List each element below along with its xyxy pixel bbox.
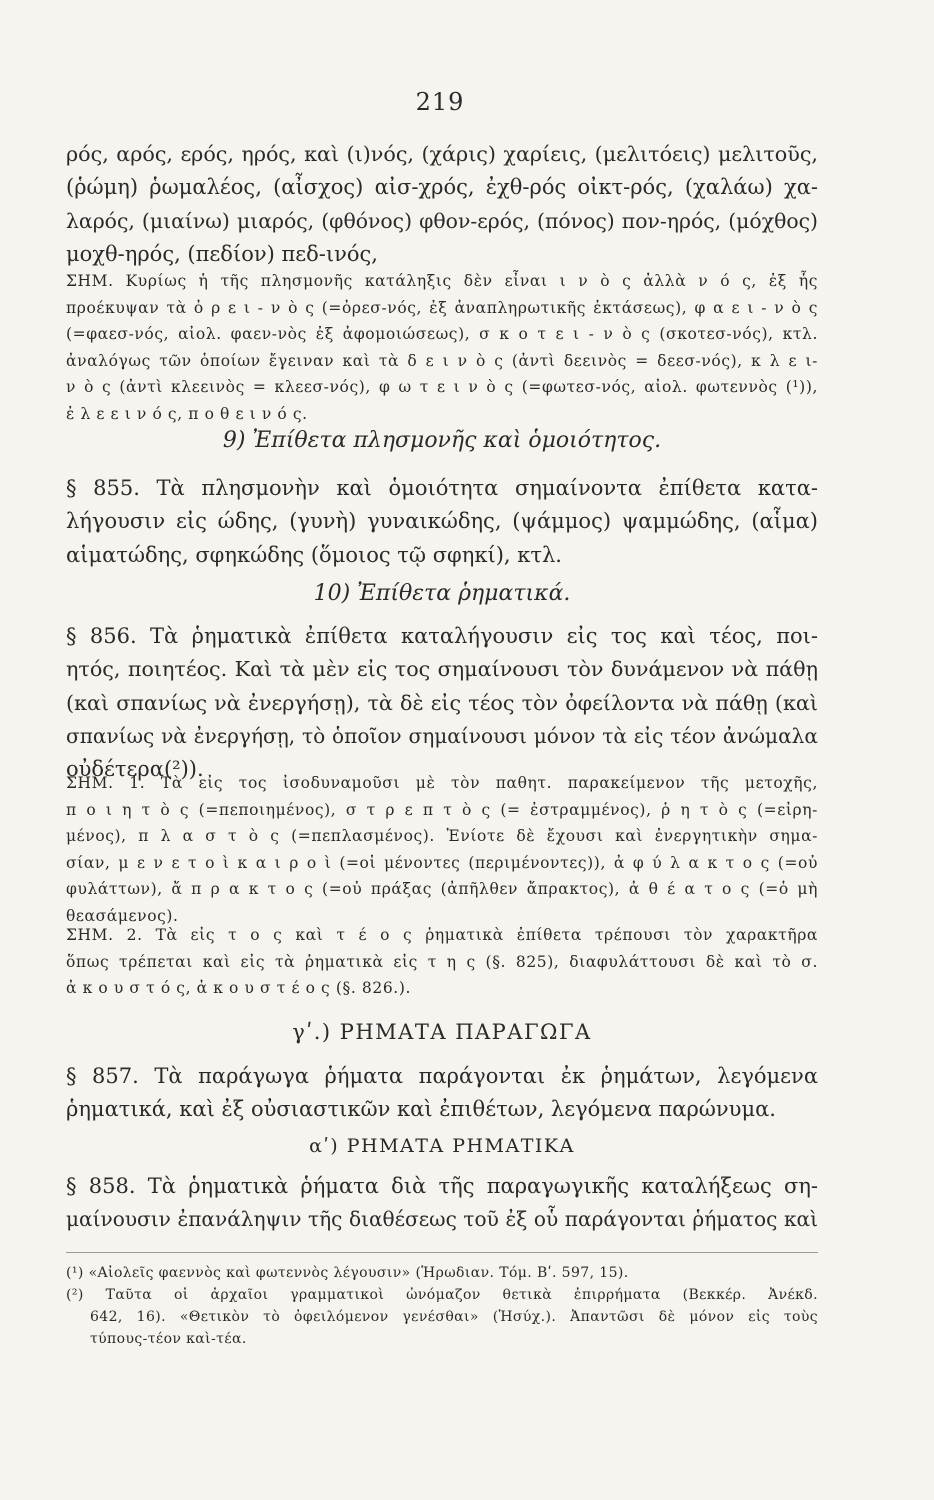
text-line: § 857. Τὰ παράγωγα ῥήματα παράγονται ἐκ ῥημάτων, λεγόμενα	[66, 1064, 818, 1088]
paragraph-856	[66, 620, 818, 786]
text-line: μοχθ-ηρός, (πεδίον) πεδ-ινός,	[66, 241, 378, 266]
footnote-1: (¹) «Αἰολεῖς φαεννὸς καὶ φωτεννὸς λέγουσιν» (Ἡρωδιαν. Τόμ. Βʹ. 597, 15).	[66, 1265, 629, 1281]
text-line: ητός, ποιητέος. Καὶ τὰ μὲν εἰς τος σημαίνουσι τὸν δυνάμενον νὰ πάθῃ	[66, 657, 818, 682]
note-shm-2	[66, 922, 818, 1002]
text-line: ν ὸ ς (ἀντὶ κλεεινὸς = κλεεσ-νός), φ ω τ ε ι ν ὸ ς (=φωτεσ-νός, αἰολ. φωτεννὸς (¹)),	[66, 378, 818, 396]
note-shm-1	[66, 770, 818, 929]
text-line: λήγουσιν εἰς ώδης, (γυνὴ) γυναικώδης, (ψάμμος) ψαμμώδης, (αἷμα)	[66, 509, 818, 534]
text-line: (=φαεσ-νός, αἰολ. φαεν-νὸς ἐξ ἀφομοιώσεως), σ κ ο τ ε ι - ν ὸ ς (σκοτεσ-νός), κτλ.	[66, 325, 818, 343]
note-shm-plesmone	[66, 268, 818, 427]
text-line: ἀ κ ο υ σ τ ό ς, ἀ κ ο υ σ τ έ ο ς (§. 826.).	[66, 979, 412, 997]
footnote-2-end: τύπους-τέον καὶ-τέα.	[90, 1331, 247, 1347]
section-heading-9: 9) Ἐπίθετα πλησμονῆς καὶ ὁμοιότητος.	[222, 428, 662, 453]
text-line: σπανίως νὰ ἐνεργήσῃ, τὸ ὁποῖον σημαίνουσι μόνον τὰ εἰς τέον ἀνώμαλα	[66, 723, 818, 748]
paragraph-suffix-examples	[66, 138, 818, 271]
text-line: ΣΗΜ. 1. Τὰ εἰς τος ἰσοδυναμοῦσι μὲ τὸν παθητ. παρακείμενον τῆς μετοχῆς,	[66, 774, 818, 792]
footnote-2: (²) Ταῦτα οἱ ἀρχαῖοι γραμματικοὶ ὠνόμαζον θετικὰ ἐπιρρήματα (Βεκκέρ. Ἀνέκδ.	[66, 1287, 818, 1303]
text-line: ἐ λ ε ε ι ν ό ς, π ο θ ε ι ν ό ς.	[66, 404, 308, 423]
section-heading-gamma: γʹ.) ΡΗΜΑΤΑ ΠΑΡΑΓΩΓΑ	[292, 1020, 592, 1044]
text-line: προέκυψαν τὰ ὀ ρ ε ι - ν ὸ ς (=ὀρεσ-νός, ἐξ ἀναπληρωτικῆς ἐκτάσεως), φ α ε ι - ν ὸ ς	[66, 298, 818, 317]
paragraph-855	[66, 472, 818, 572]
text-line: ὅπως τρέπεται καὶ εἰς τὰ ῥηματικὰ εἰς τ η ς (§. 825), διαφυλάττουσι δὲ καὶ τὸ σ.	[66, 952, 818, 971]
text-line: π ο ι η τ ὸ ς (=πεποιημένος), σ τ ρ ε π τ ὸ ς (= ἐστραμμένος), ῥ η τ ὸ ς (=εἰρη-	[66, 800, 818, 819]
text-line: λαρός, (μιαίνω) μιαρός, (φθόνος) φθον-ερός, (πόνος) πον-ηρός, (μόχθος)	[66, 208, 818, 233]
text-line: (καὶ σπανίως νὰ ἐνεργήσῃ), τὰ δὲ εἰς τέος τὸν ὀφείλοντα νὰ πάθῃ (καὶ	[66, 690, 818, 715]
page-number: 219	[415, 88, 465, 116]
text-line: φυλάττων), ἄ π ρ α κ τ ο ς (=οὐ πράξας (ἀπῆλθεν ἄπρακτος), ἀ θ έ α τ ο ς (=ὁ μὴ	[66, 880, 818, 898]
footnote-2-cont: 642, 16). «Θετικὸν τὸ ὀφειλόμενον γενέσθαι» (Ἡσύχ.). Ἀπαντῶσι δὲ μόνον εἰς τοὺς	[90, 1309, 818, 1325]
text-line: οὐδέτερα(²)).	[66, 757, 204, 782]
text-line: μαίνουσιν ἐπανάληψιν τῆς διαθέσεως τοῦ ἐξ οὗ παράγονται ῥήματος καὶ	[66, 1207, 818, 1232]
footnote-divider	[66, 1252, 818, 1253]
text-line: ΣΗΜ. 2. Τὰ εἰς τ ο ς καὶ τ έ ο ς ῥηματικὰ ἐπίθετα τρέπουσι τὸν χαρακτῆρα	[66, 926, 818, 944]
text-line: § 855. Τὰ πλησμονὴν καὶ ὁμοιότητα σημαίνοντα ἐπίθετα κατα-	[66, 476, 818, 500]
section-heading-alpha: αʹ) ΡΗΜΑΤΑ ΡΗΜΑΤΙΚΑ	[309, 1135, 575, 1157]
paragraph-857	[66, 1060, 818, 1127]
text-line: μένος), π λ α σ τ ὸ ς (=πεπλασμένος). Ἐνίοτε δὲ ἔχουσι καὶ ἐνεργητικὴν σημα-	[66, 827, 818, 845]
text-line: ρός, αρός, ερός, ηρός, καὶ (ι)νός, (χάρις) χαρίεις, (μελιτόεις) μελιτοῦς,	[66, 142, 818, 166]
text-line: ἀναλόγως τῶν ὁποίων ἔγειναν καὶ τὰ δ ε ι ν ὸ ς (ἀντὶ δεεινὸς = δεεσ-νός), κ λ ε ι-	[66, 351, 818, 370]
text-line: θεασάμενος).	[66, 906, 179, 925]
text-line: ῥηματικά, καὶ ἐξ οὐσιαστικῶν καὶ ἐπιθέτων, λεγόμενα παρώνυμα.	[66, 1097, 776, 1122]
text-line: § 856. Τὰ ῥηματικὰ ἐπίθετα καταλήγουσιν εἰς τος καὶ τέος, ποι-	[66, 624, 818, 648]
section-heading-10: 10) Ἐπίθετα ῥηματικά.	[313, 581, 571, 606]
text-line: § 858. Τὰ ῥηματικὰ ῥήματα διὰ τῆς παραγωγικῆς καταλήξεως ση-	[66, 1174, 818, 1198]
text-line: αἱματώδης, σφηκώδης (ὅμοιος τῷ σφηκί), κτλ.	[66, 542, 562, 567]
text-line: (ῥώμη) ῥωμαλέος, (αἶσχος) αἰσ-χρός, ἐχθ-ρός οἰκτ-ρός, (χαλάω) χα-	[66, 175, 818, 200]
footnotes	[66, 1262, 818, 1350]
text-line: ΣΗΜ. Κυρίως ἡ τῆς πλησμονῆς κατάληξις δὲν εἶναι ι ν ὸ ς ἀλλὰ ν ό ς, ἐξ ἧς	[66, 272, 818, 290]
text-line: σίαν, μ ε ν ε τ ο ὶ κ α ι ρ ο ὶ (=οἱ μένοντες (περιμένοντες)), ἀ φ ύ λ α κ τ ο ς (=οὐ	[66, 853, 818, 872]
paragraph-858	[66, 1170, 818, 1237]
